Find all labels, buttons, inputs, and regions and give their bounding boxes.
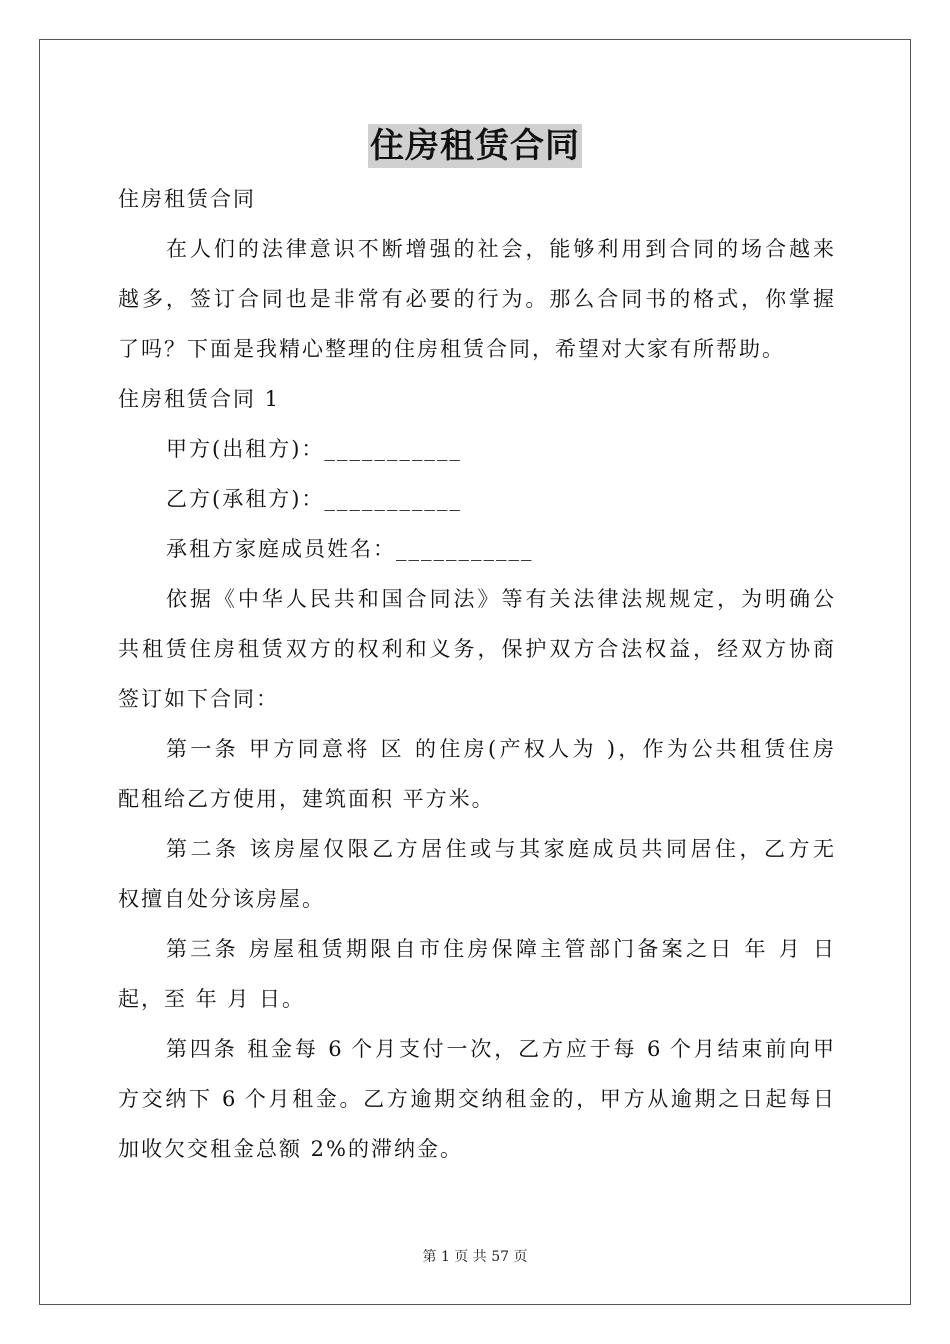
page-footer: 第 1 页 共 57 页 [422,1249,528,1265]
party-a-line: 甲方(出租方)：___________ [166,437,462,461]
article-3-line-1: 第三条 房屋租赁期限自市住房保障主管部门备案之日 年 月 日 [166,937,834,961]
party-b-line: 乙方(承租方)：___________ [166,487,462,511]
preamble-line-1: 依据《中华人民共和国合同法》等有关法律法规规定，为明确公 [166,587,834,611]
family-members-line: 承租方家庭成员姓名：___________ [166,537,534,561]
intro-line-1: 在人们的法律意识不断增强的社会，能够利用到合同的场合越来 [166,237,834,261]
title-container [0,124,950,168]
document-title: 住房租赁合同 [370,126,580,166]
article-1-line-2: 配租给乙方使用，建筑面积 平方米。 [118,787,495,811]
page-border [39,39,911,1305]
intro-line-3: 了吗？下面是我精心整理的住房租赁合同，希望对大家有所帮助。 [118,337,785,361]
subtitle: 住房租赁合同 [118,187,256,211]
article-4-line-3: 加收欠交租金总额 2%的滞纳金。 [118,1137,463,1161]
preamble-line-3: 签订如下合同： [118,687,279,711]
article-4-line-1: 第四条 租金每 6 个月支付一次，乙方应于每 6 个月结束前向甲 [166,1037,834,1061]
section-heading: 住房租赁合同 1 [118,387,281,411]
article-2-line-2: 权擅自处分该房屋。 [118,887,325,911]
article-2-line-1: 第二条 该房屋仅限乙方居住或与其家庭成员共同居住，乙方无 [166,837,834,861]
intro-line-2: 越多，签订合同也是非常有必要的行为。那么合同书的格式，你掌握 [118,287,834,311]
article-3-line-2: 起，至 年 月 日。 [118,987,306,1011]
article-1-line-1: 第一条 甲方同意将 区 的住房(产权人为 )，作为公共租赁住房 [166,737,834,761]
preamble-line-2: 共租赁住房租赁双方的权利和义务，保护双方合法权益，经双方协商 [118,637,834,661]
article-4-line-2: 方交纳下 6 个月租金。乙方逾期交纳租金的，甲方从逾期之日起每日 [118,1087,834,1111]
